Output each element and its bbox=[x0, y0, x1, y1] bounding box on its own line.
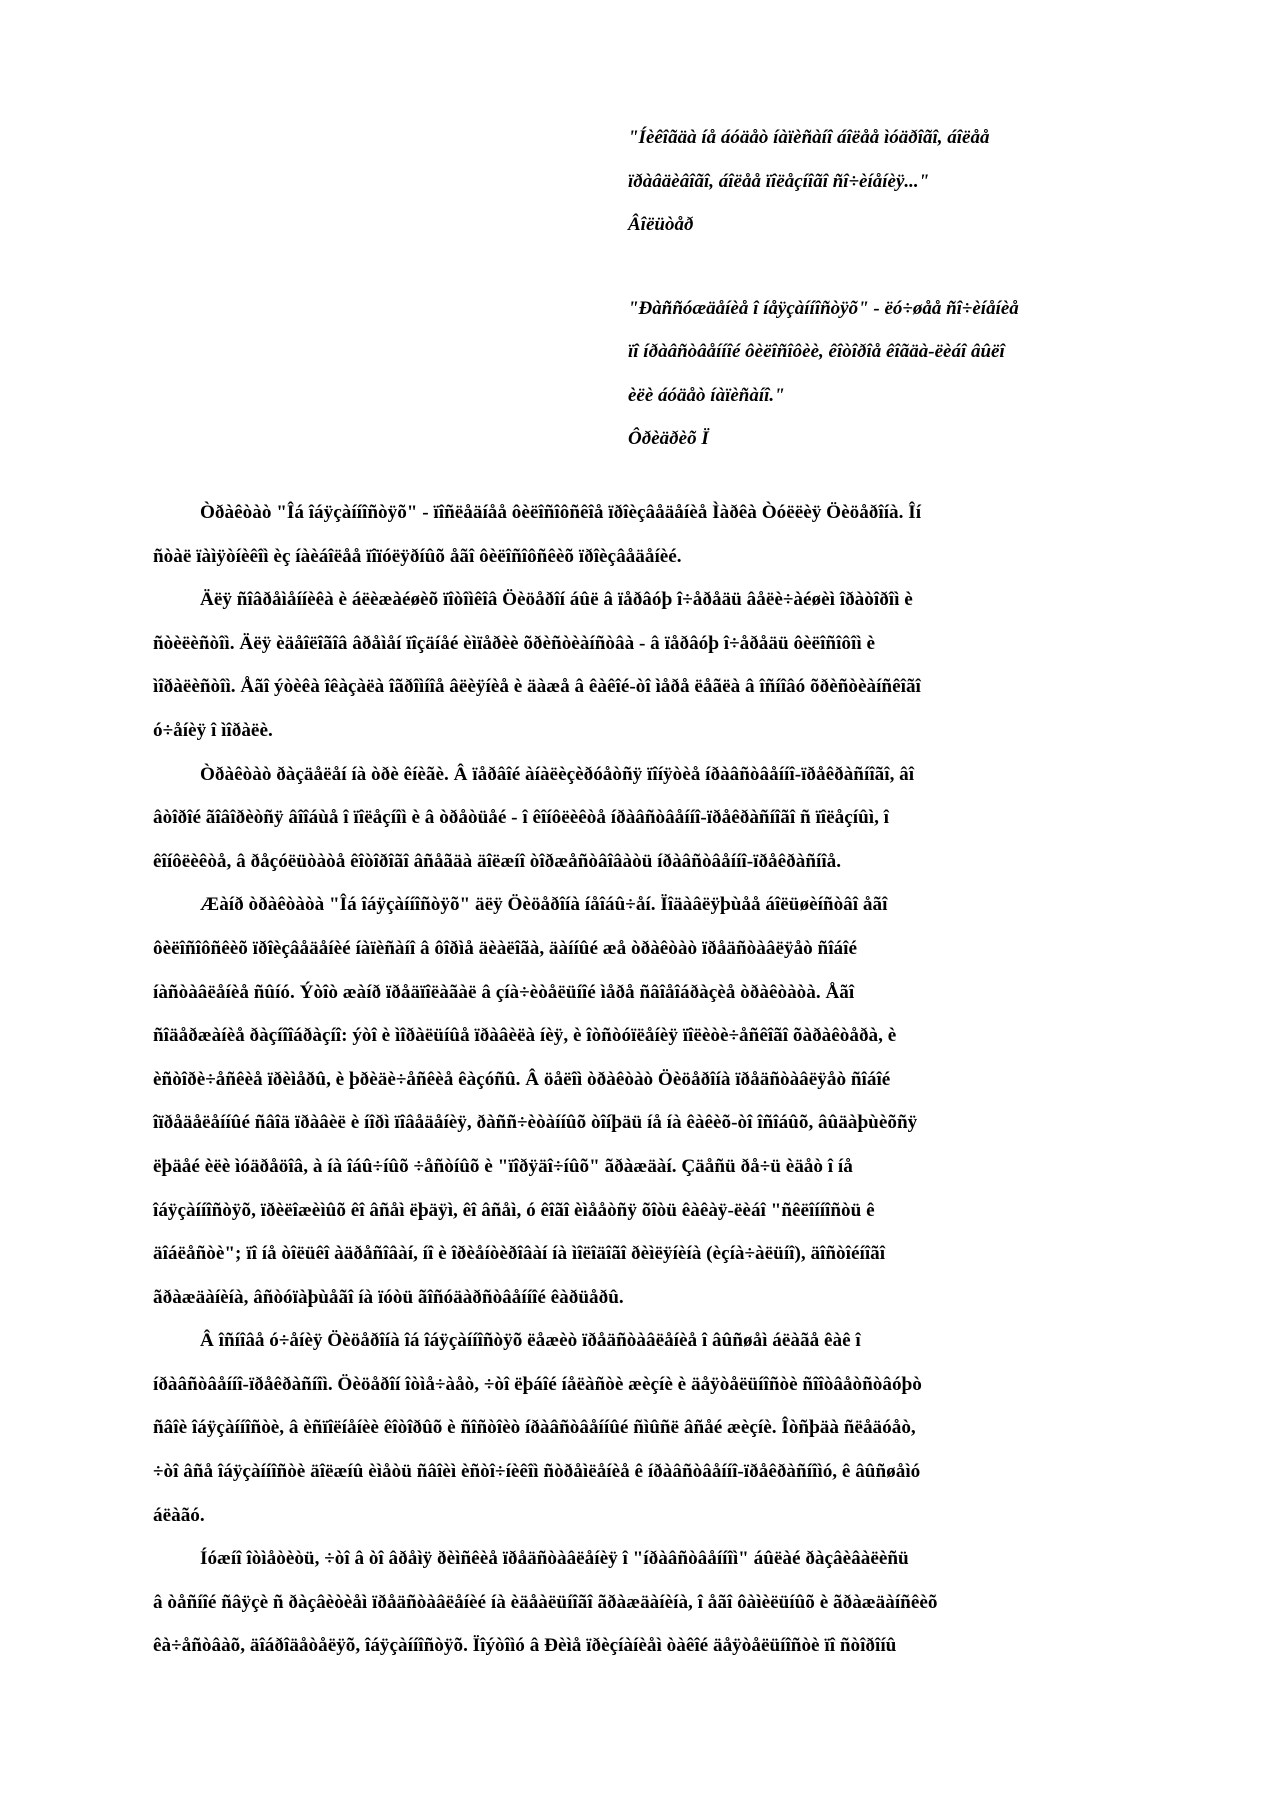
text-line: ñîäåðæàíèå ðàçíîîáðàçíî: ýòî è ìîðàëüíûå ïðàâèëà íèÿ, è îòñòóïëåíèÿ ïîëèòè÷åñêîãî õàðàêòåðà, è bbox=[153, 1025, 897, 1047]
text-line: ñâîè îáÿçàííîñòè, â èñïîëíåíèè êîòîðûõ è ñîñòîèò íðàâñòâåííûé ñìûñë âñåé æèçíè. Îòñþäà ñëåäóåò, bbox=[153, 1417, 916, 1439]
text-line: Â îñíîâå ó÷åíèÿ Öèöåðîíà îá îáÿçàííîñòÿõ ëåæèò ïðåäñòàâëåíèå î âûñøåì áëàãå êàê î bbox=[200, 1330, 861, 1352]
epigraph-author: Âîëüòåð bbox=[628, 214, 694, 235]
text-line: íàñòàâëåíèå ñûíó. Ýòîò æàíð ïðåäïîëàãàë â çíà÷èòåëüíîé ìåðå ñâîåîáðàçèå òðàêòàòà. Åãî bbox=[153, 981, 855, 1003]
text-line: Òðàêòàò "Îá îáÿçàííîñòÿõ" - ïîñëåäíåå ôèëîñîôñêîå ïðîèçâåäåíèå Ìàðêà Òóëëèÿ Öèöåðîíà. Îí bbox=[200, 502, 922, 523]
text-line: êà÷åñòâàõ, äîáðîäåòåëÿõ, îáÿçàííîñòÿõ. Ïîýòîìó â Ðèìå ïðèçíàíèåì òàêîé äåÿòåëüíîñòè ïî ñòîðîíû bbox=[153, 1635, 897, 1657]
text-line: ôèëîñîôñêèõ ïðîèçâåäåíèé íàïèñàíî â ôîðìå äèàëîãà, äàííûé æå òðàêòàò ïðåäñòàâëÿåò ñîáîé bbox=[153, 937, 857, 959]
text-line: îïðåäåëåííûé ñâîä ïðàâèë è íîðì ïîâåäåíèÿ, ðàññ÷èòàííûõ òîíþäü íå íà êàêèõ-òî îñîáûõ, âûäàþùèõñÿ bbox=[153, 1112, 918, 1134]
text-line: ëþäåé èëè ìóäðåöîâ, à íà îáû÷íûõ ÷åñòíûõ è "ïîðÿäî÷íûõ" ãðàæäàí. Çäåñü ðå÷ü èäåò î íå bbox=[153, 1155, 853, 1177]
text-line: êîíôëèêòå, â ðåçóëüòàòå êîòîðîãî âñåãäà äîëæíî òîðæåñòâîâàòü íðàâñòâåííî-ïðåêðàñíîå. bbox=[153, 850, 842, 872]
text-line: Íóæíî îòìåòèòü, ÷òî â òî âðåìÿ ðèìñêèå ïðåäñòàâëåíèÿ î "íðàâñòâåííîì" áûëàé ðàçâèâàëèñü bbox=[200, 1548, 909, 1570]
text-line: íðàâñòâåííî-ïðåêðàñíîì. Öèöåðîí îòìå÷àåò, ÷òî ëþáîé íåëàñòè æèçíè è äåÿòåëüíîñòè ñîîòâåòñòâóþò bbox=[153, 1373, 922, 1395]
text-line: â òåñíîé ñâÿçè ñ ðàçâèòèåì ïðåäñòàâëåíèé íà èäåàëüíîãî ãðàæäàíèíà, î åãî ôàìèëüíûõ è ãðàæäàíñêèõ bbox=[153, 1591, 938, 1613]
epigraph-line: èëè áóäåò íàïèñàíî." bbox=[628, 384, 785, 406]
epigraph-line: "Ðàññóæäåíèå î íåÿçàííîñòÿõ" - ëó÷øåå ñî÷èíåíèå bbox=[628, 297, 1019, 319]
text-line: ÷òî âñå îáÿçàííîñòè äîëæíû èìåòü ñâîèì èñòî÷íèêîì ñòðåìëåíèå ê íðàâñòâåííî-ïðåêðàñíîìó, ê âûñøåìó bbox=[153, 1461, 921, 1483]
text-line: Äëÿ ñîâðåìåííèêà è áëèæàéøèõ ïîòîìêîâ Öèöåðîí áûë â ïåðâóþ î÷åðåäü âåëè÷àéøèì îðàòîðîì è bbox=[200, 589, 913, 611]
epigraph-frederick bbox=[628, 287, 1188, 461]
body-text bbox=[153, 491, 1173, 1668]
text-line: áëàãó. bbox=[153, 1504, 205, 1526]
text-line: Æàíð òðàêòàòà "Îá îáÿçàííîñòÿõ" äëÿ Öèöåðîíà íåîáû÷åí. Ïîäàâëÿþùåå áîëüøèíñòâî åãî bbox=[200, 894, 888, 916]
epigraph-author: Ôðèäðèõ Ï bbox=[628, 428, 709, 449]
text-line: îáÿçàííîñòÿõ, ïðèëîæèìûõ êî âñåì ëþäÿì, êî âñåì, ó êîãî èìååòñÿ õîòü êàêàÿ-ëèáî "ñêëîííîñòü ê bbox=[153, 1199, 875, 1221]
text-line: âòîðîé ãîâîðèòñÿ âîîáùå î ïîëåçíîì è â òðåòüåé - î êîíôëèêòå íðàâñòâåííî-ïðåêðàñíîãî ñ ïîëåçíûì, î bbox=[153, 807, 890, 829]
text-line: ìîðàëèñòîì. Åãî ýòèêà îêàçàëà îãðîìíîå âëèÿíèå è äàæå â êàêîé-òî ìåðå ëåãëà â îñíîâó õðèñòèàíñêîãî bbox=[153, 676, 921, 698]
paragraph bbox=[153, 753, 1173, 884]
text-line: Òðàêòàò ðàçäåëåí íà òðè êíèãè. Â ïåðâîé àíàëèçèðóåòñÿ ïîíÿòèå íðàâñòâåííî-ïðåêðàñíîãî, âî bbox=[200, 763, 915, 785]
text-line: ñòàë ïàìÿòíèêîì èç íàèáîëåå ïîïóëÿðíûõ åãî ôèëîñîôñêèõ ïðîèçâåäåíèé. bbox=[153, 545, 682, 567]
paragraph bbox=[153, 491, 1173, 578]
epigraph-voltaire bbox=[628, 116, 1188, 247]
paragraph bbox=[153, 578, 1173, 752]
epigraph-line: ïðàâäèâîãî, áîëåå ïîëåçíîãî ñî÷èíåíèÿ..." bbox=[628, 170, 930, 192]
text-line: ãðàæäàíèíà, âñòóïàþùåãî íà ïóòü ãîñóäàðñòâåííîé êàðüåðû. bbox=[153, 1286, 624, 1308]
epigraph-line: "Íèêîãäà íå áóäåò íàïèñàíî áîëåå ìóäðîãî, áîëåå bbox=[628, 127, 990, 148]
paragraph bbox=[153, 1319, 1173, 1537]
epigraphs bbox=[628, 116, 1188, 501]
text-line: äîáëåñòè"; ïî íå òîëüêî àäðåñîâàí, íî è îðèåíòèðîâàí íà ìîëîäîãî ðèìëÿíèíà (èçíà÷àëüíî), äîñòîéíîãî bbox=[153, 1243, 886, 1265]
epigraph-line: ïî íðàâñòâåííîé ôèëîñîôèè, êîòîðîå êîãäà-ëèáî âûëî bbox=[628, 341, 1005, 362]
text-line: èñòîðè÷åñêèå ïðèìåðû, è þðèäè÷åñêèå êàçóñû. Â öåëîì òðàêòàò Öèöåðîíà ïðåäñòàâëÿåò ñîáîé bbox=[153, 1068, 891, 1090]
paragraph bbox=[153, 883, 1173, 1319]
paragraph bbox=[153, 1537, 1173, 1668]
text-line: ñòèëèñòîì. Äëÿ èäåîëîãîâ âðåìåí ïîçäíåé èìïåðèè õðèñòèàíñòâà - â ïåðâóþ î÷åðåäü ôèëîñîôîì è bbox=[153, 632, 875, 654]
text-line: ó÷åíèÿ î ìîðàëè. bbox=[153, 719, 273, 741]
